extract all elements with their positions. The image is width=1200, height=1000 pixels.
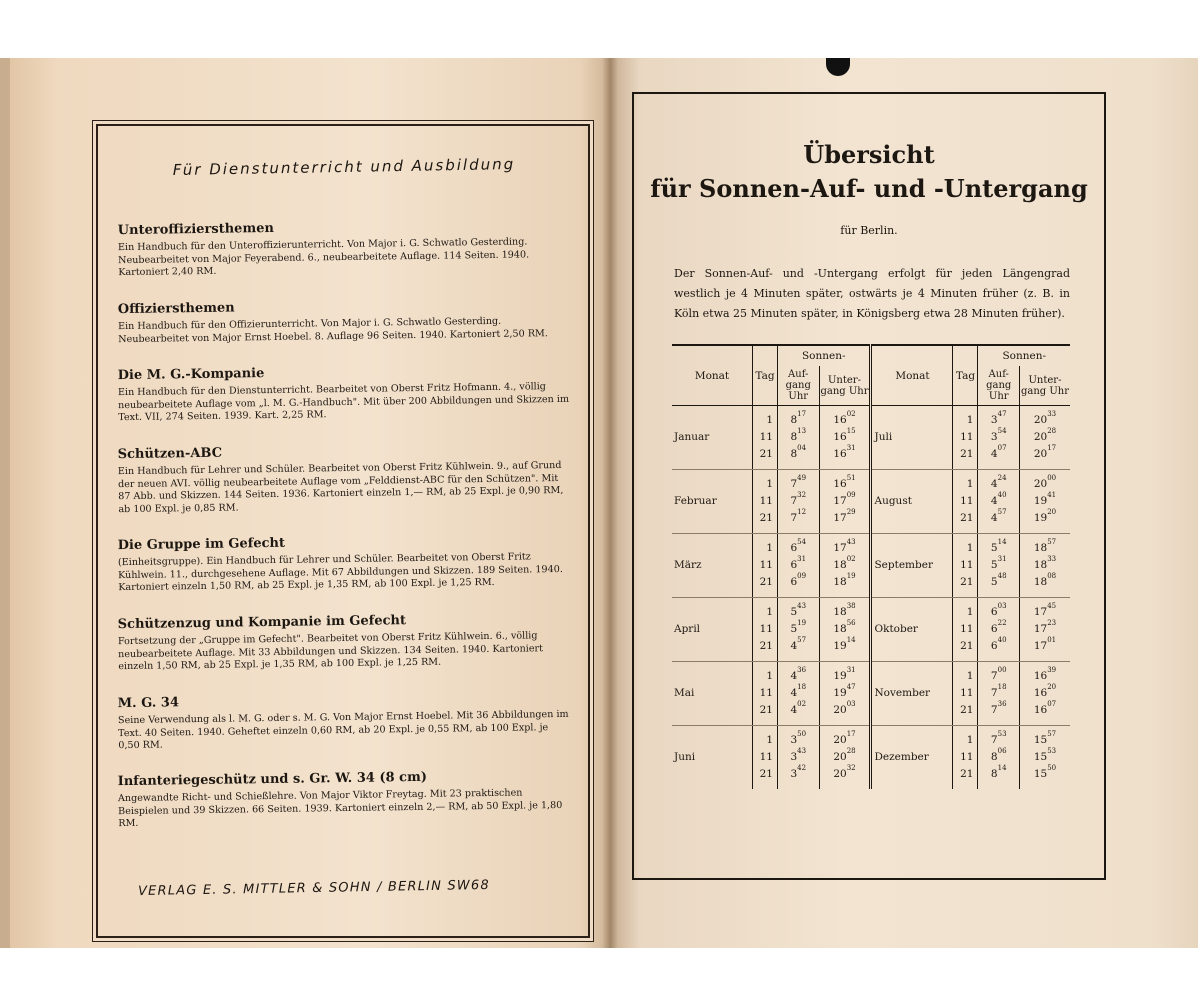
book-title: Schützenzug und Kompanie im Gefecht [117,613,407,633]
day-cell-right: 11 [953,685,978,702]
day-cell-right: 11 [953,557,978,574]
book-entry [118,217,571,280]
table-row [672,510,1070,534]
sunset-cell-left: $20^{17}$ [819,726,871,750]
day-cell-left: 11 [753,557,778,574]
left-page [10,58,610,948]
sunset-cell-right: $15^{57}$ [1019,726,1070,750]
sunrise-cell-left: $8^{17}$ [778,406,820,430]
sunset-cell-left: $16^{15}$ [819,429,871,446]
sunset-cell-left: $20^{03}$ [819,702,871,726]
month-cell-right: Juli [871,429,953,446]
book-list [118,220,570,828]
intro-paragraph: Der Sonnen-Auf- und -Untergang erfolgt für jeden Längengrad westlich je 4 Minuten später, ostwärts je 4 Minuten früher (z. B. in Köln etwa 25 Minuten später, in Königsberg etwa 28 Minuten früher). [674,267,1070,320]
day-cell-left: 11 [753,749,778,766]
table-row [672,638,1070,662]
book-description: Ein Handbuch für den Unteroffizierunterricht. Von Major i. G. Schwatlo Gesterding. Neubearbeitet von Major Feyerabend. 6., neubearbeitete Auflage. 114 Seiten. 1940. Kartoniert 2,40 RM. [117,236,530,279]
sunset-cell-left: $18^{19}$ [819,574,871,598]
sun-table-box [632,92,1106,880]
header-month-right: Monat [871,345,953,406]
day-cell-left: 1 [753,598,778,622]
header-month-left: Monat [672,345,753,406]
month-cell-left [672,470,753,494]
day-cell-right: 1 [953,406,978,430]
month-cell-right [871,766,953,789]
table-row [672,702,1070,726]
book-title: Offiziersthemen [117,300,235,317]
day-cell-right: 11 [953,749,978,766]
month-cell-right [871,726,953,750]
sunset-cell-left: $17^{29}$ [819,510,871,534]
day-cell-right: 11 [953,493,978,510]
sunrise-cell-right: $6^{40}$ [978,638,1020,662]
sunrise-cell-right: $4^{24}$ [978,470,1020,494]
sunrise-cell-left: $3^{42}$ [778,766,820,789]
day-cell-left: 21 [753,510,778,534]
month-cell-right [871,662,953,686]
sunset-cell-right: $20^{28}$ [1019,429,1070,446]
title-line-1: Übersicht [803,140,935,169]
sunset-cell-left: $20^{32}$ [819,766,871,789]
header-day-left: Tag [753,345,778,406]
day-cell-left: 11 [753,429,778,446]
sunset-cell-right: $17^{23}$ [1019,621,1070,638]
day-cell-left: 11 [753,685,778,702]
table-row [672,557,1070,574]
month-cell-right: Dezember [871,749,953,766]
sunrise-cell-right: $4^{40}$ [978,493,1020,510]
sunset-cell-right: $16^{39}$ [1019,662,1070,686]
sunrise-cell-right: $5^{14}$ [978,534,1020,558]
day-cell-left: 21 [753,574,778,598]
sunset-cell-left: $17^{43}$ [819,534,871,558]
month-cell-left [672,726,753,750]
table-row [672,766,1070,789]
month-cell-right: August [871,493,953,510]
day-cell-right: 21 [953,574,978,598]
day-cell-right: 1 [953,470,978,494]
month-cell-left: April [674,623,701,635]
sunrise-cell-left: $4^{02}$ [778,702,820,726]
sunrise-cell-right: $3^{47}$ [978,406,1020,430]
sunset-cell-right: $16^{07}$ [1019,702,1070,726]
table-row [672,749,1070,766]
month-cell-left: Februar [674,495,717,507]
month-cell-left [672,406,753,430]
header-set-right: Unter-gang Uhr [1019,366,1070,406]
advertisement-content [117,155,570,850]
month-cell-left [672,702,753,726]
month-cell-left: März [674,559,702,571]
sunset-cell-left: $19^{31}$ [819,662,871,686]
month-cell-left [672,510,753,534]
month-cell-right [871,446,953,470]
day-cell-right: 1 [953,598,978,622]
book-entry [118,532,571,595]
sunset-cell-right: $19^{41}$ [1019,493,1070,510]
book-entry [118,296,571,346]
sunrise-cell-right: $6^{03}$ [978,598,1020,622]
sunset-cell-left: $20^{28}$ [819,749,871,766]
table-row [672,429,1070,446]
book-entry [118,441,571,517]
book-edge [0,58,10,948]
title-line-2: für Sonnen-Auf- und -Untergang [650,174,1088,203]
table-row [672,621,1070,638]
sunset-cell-right: $16^{20}$ [1019,685,1070,702]
day-cell-left: 1 [753,662,778,686]
month-cell-right: Oktober [871,621,953,638]
month-cell-left [672,638,753,662]
sunset-cell-left: $18^{02}$ [819,557,871,574]
sunset-cell-left: $17^{09}$ [819,493,871,510]
header-group-right: Sonnen- [978,345,1070,366]
sunset-cell-left: $16^{31}$ [819,446,871,470]
publisher-imprint: VERLAG E. S. MITTLER & SOHN / BERLIN SW68 [137,877,490,900]
sunrise-sunset-table [672,344,1070,789]
book-entry [118,768,571,831]
sunrise-cell-left: $5^{43}$ [778,598,820,622]
sunrise-cell-right: $3^{54}$ [978,429,1020,446]
advertisement-box [96,124,590,938]
table-row [672,534,1070,558]
day-cell-left: 21 [753,766,778,789]
month-cell-left: Mai [674,687,695,699]
right-page [610,58,1198,948]
book-spread [10,58,1198,948]
book-description: (Einheitsgruppe). Ein Handbuch für Lehrer und Schüler. Bearbeitet von Oberst Fritz Kühlwein. 11., durchgesehene Auflage. Mit 67 Abbildungen und Skizzen. 189 Seiten. 1940. Kartoniert einzeln 1,50 RM, ab 25 Expl. je 1,35 RM, ab 100 Expl. je 1,25 RM. [117,551,563,594]
sunrise-cell-left: $8^{13}$ [778,429,820,446]
book-description: Fortsetzung der „Gruppe im Gefecht". Bearbeitet von Oberst Fritz Kühlwein. 6., völlig neubearbeitete Auflage. Mit 33 Abbildungen und Skizzen. 134 Seiten. 1940. Kartoniert einzeln 1,50 RM, ab 25 Expl. je 1,35 RM, ab 100 Expl. je 1,25 RM. [117,630,543,673]
day-cell-right: 1 [953,534,978,558]
header-rise-right: Auf-gang Uhr [978,366,1020,406]
sunset-cell-right: $17^{01}$ [1019,638,1070,662]
advertisement-heading: Für Dienstunterricht und Ausbildung [172,155,516,179]
header-group-left: Sonnen- [778,345,871,366]
month-cell-left: Januar [674,431,710,443]
sunrise-cell-left: $5^{19}$ [778,621,820,638]
sunset-cell-left: $19^{14}$ [819,638,871,662]
sunset-cell-right: $18^{57}$ [1019,534,1070,558]
sunrise-cell-left: $8^{04}$ [778,446,820,470]
table-row [672,662,1070,686]
sunrise-cell-right: $5^{48}$ [978,574,1020,598]
sunrise-cell-right: $6^{22}$ [978,621,1020,638]
sunrise-cell-right: $4^{07}$ [978,446,1020,470]
sunset-cell-right: $20^{33}$ [1019,406,1070,430]
sunrise-cell-right: $5^{31}$ [978,557,1020,574]
table-row [672,493,1070,510]
book-title: Unteroffiziersthemen [117,220,274,239]
sunrise-cell-right: $7^{53}$ [978,726,1020,750]
table-row [672,406,1070,430]
sunrise-cell-right: $8^{14}$ [978,766,1020,789]
month-cell-left: Juni [674,751,696,763]
book-entry [118,362,571,425]
month-cell-left [672,598,753,622]
page-title [634,138,1104,206]
day-cell-right: 21 [953,766,978,789]
month-cell-left [672,534,753,558]
month-cell-right [871,470,953,494]
month-cell-right: November [871,685,953,702]
table-row [672,726,1070,750]
sunrise-cell-left: $4^{57}$ [778,638,820,662]
table-body [672,406,1070,790]
book-description: Ein Handbuch für Lehrer und Schüler. Bearbeitet von Oberst Fritz Kühlwein. 9., auf Grund der neuen AVI. völlig neubearbeitete Auflage vom „Felddienst-ABC für den Schützen". Mit 87 Abb. und Skizzen. 144 Seiten. 1936. Kartoniert einzeln 1,— RM, ab 25 Expl. je 0,90 RM, ab 100 Expl. je 0,85 RM. [117,459,564,515]
day-cell-left: 21 [753,638,778,662]
sunset-cell-right: $20^{17}$ [1019,446,1070,470]
day-cell-left: 11 [753,493,778,510]
day-cell-right: 21 [953,446,978,470]
book-title: Die M. G.-Kompanie [117,366,265,384]
day-cell-right: 1 [953,726,978,750]
sunset-cell-left: $16^{02}$ [819,406,871,430]
sunrise-cell-right: $7^{00}$ [978,662,1020,686]
sunrise-cell-left: $7^{49}$ [778,470,820,494]
sunset-cell-left: $16^{51}$ [819,470,871,494]
book-description: Angewandte Richt- und Schießlehre. Von Major Viktor Freytag. Mit 23 praktischen Beispielen und 39 Skizzen. 66 Seiten. 1939. Kartoniert einzeln 2,— RM, ab 50 Expl. je 1,80 RM. [117,787,563,830]
table-row [672,574,1070,598]
sunrise-cell-left: $6^{31}$ [778,557,820,574]
book-entry [118,611,571,674]
sunrise-cell-left: $4^{18}$ [778,685,820,702]
day-cell-left: 21 [753,446,778,470]
book-title: Die Gruppe im Gefecht [117,535,286,554]
day-cell-left: 11 [753,621,778,638]
sunrise-cell-right: $8^{06}$ [978,749,1020,766]
sunrise-cell-left: $6^{54}$ [778,534,820,558]
sunset-cell-left: $18^{38}$ [819,598,871,622]
sunrise-cell-left: $6^{09}$ [778,574,820,598]
month-cell-right [871,638,953,662]
header-day-right: Tag [953,345,978,406]
table-row [672,470,1070,494]
table-row [672,685,1070,702]
sunrise-cell-left: $3^{43}$ [778,749,820,766]
month-cell-left [672,446,753,470]
day-cell-right: 11 [953,621,978,638]
month-cell-right [871,406,953,430]
day-cell-right: 21 [953,510,978,534]
table-row [672,598,1070,622]
day-cell-left: 1 [753,534,778,558]
book-description: Seine Verwendung als l. M. G. oder s. M. G. Von Major Ernst Hoebel. Mit 36 Abbildungen im Text. 40 Seiten. 1940. Geheftet einzeln 0,60 RM, ab 20 Expl. je 0,55 RM, ab 100 Expl. je 0,50 RM. [117,708,569,752]
sunset-cell-right: $17^{45}$ [1019,598,1070,622]
header-set-left: Unter-gang Uhr [819,366,871,406]
day-cell-right: 21 [953,702,978,726]
sunrise-cell-left: $3^{50}$ [778,726,820,750]
sunrise-cell-right: $7^{36}$ [978,702,1020,726]
month-cell-right [871,702,953,726]
day-cell-left: 1 [753,406,778,430]
book-description: Ein Handbuch für den Dienstunterricht. Bearbeitet von Oberst Fritz Hofmann. 4., völlig neubearbeitete Auflage vom „l. M. G.-Handbuch". Mit über 200 Abbildungen und Skizzen im Text. VII, 274 Seiten. 1939. Kart. 2,25 RM. [117,381,570,424]
sunrise-cell-left: $7^{12}$ [778,510,820,534]
header-rise-left: Auf-gang Uhr [778,366,820,406]
day-cell-right: 11 [953,429,978,446]
book-description: Ein Handbuch für den Offizierunterricht. Von Major i. G. Schwatlo Gesterding. Neubearbeitet von Major Ernst Hoebel. 8. Auflage 96 Seiten. 1940. Kartoniert 2,50 RM. [117,315,548,345]
day-cell-right: 1 [953,662,978,686]
month-cell-right [871,598,953,622]
sunrise-cell-left: $4^{36}$ [778,662,820,686]
day-cell-right: 21 [953,638,978,662]
sunset-cell-right: $20^{00}$ [1019,470,1070,494]
sunset-cell-right: $19^{20}$ [1019,510,1070,534]
month-cell-left [672,662,753,686]
table-row [672,446,1070,470]
month-cell-left [672,766,753,789]
book-title: Infanteriegeschütz und s. Gr. W. 34 (8 cm) [117,770,428,790]
sunrise-cell-left: $7^{32}$ [778,493,820,510]
sunset-cell-left: $19^{47}$ [819,685,871,702]
month-cell-right [871,510,953,534]
book-title: M. G. 34 [117,694,180,711]
book-entry [118,690,571,753]
book-title: Schützen-ABC [117,445,223,462]
month-cell-right [871,534,953,558]
sunset-cell-right: $15^{53}$ [1019,749,1070,766]
sunset-cell-right: $15^{50}$ [1019,766,1070,789]
sunrise-cell-right: $7^{18}$ [978,685,1020,702]
sunrise-cell-right: $4^{57}$ [978,510,1020,534]
book-gutter [602,58,618,948]
city-subtitle: für Berlin. [840,224,898,237]
month-cell-right: September [871,557,953,574]
day-cell-left: 21 [753,702,778,726]
sunset-cell-left: $18^{56}$ [819,621,871,638]
month-cell-right [871,574,953,598]
sunset-cell-right: $18^{08}$ [1019,574,1070,598]
sunset-cell-right: $18^{33}$ [1019,557,1070,574]
day-cell-left: 1 [753,726,778,750]
month-cell-left [672,574,753,598]
day-cell-left: 1 [753,470,778,494]
